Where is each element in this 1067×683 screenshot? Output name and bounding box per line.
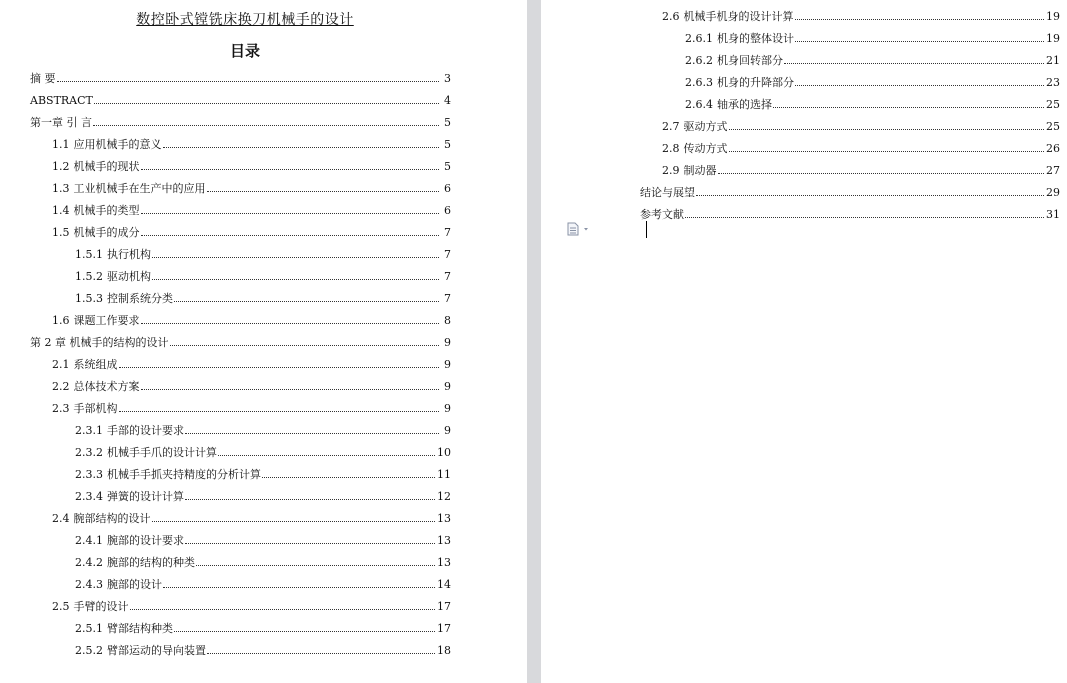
- toc-entry-page: 18: [437, 644, 451, 657]
- toc-leader-dots: [784, 62, 1044, 64]
- toc-entry-title: 结论与展望: [640, 186, 695, 199]
- toc-leader-dots: [141, 212, 440, 214]
- toc-leader-dots: [170, 344, 440, 346]
- toc-entry-page: 26: [1046, 142, 1060, 155]
- toc-entry-title: 课题工作要求: [73, 314, 140, 327]
- toc-entry[interactable]: [52, 151, 451, 173]
- toc-leader-dots: [185, 432, 439, 434]
- toc-entry-title: 应用机械手的意义: [73, 138, 162, 151]
- toc-entry-title: 腕部结构的设计: [73, 512, 151, 525]
- toc-entry[interactable]: [52, 305, 451, 327]
- toc-entry-title: 腕部的设计: [107, 578, 162, 591]
- toc-entry-number: 2.3.3: [75, 468, 103, 481]
- toc-entry[interactable]: [75, 569, 451, 591]
- toc-entry[interactable]: [685, 23, 1060, 45]
- toc-entry-number: 2.5: [52, 600, 70, 613]
- toc-leader-dots: [174, 630, 435, 632]
- toc-entry-page: 13: [437, 512, 451, 525]
- toc-entry-number: 2.3.2: [75, 446, 103, 459]
- toc-entry[interactable]: [75, 437, 451, 459]
- toc-entry-title: 臂部运动的导向装置: [107, 644, 206, 657]
- toc-entry-title: 臂部结构种类: [107, 622, 173, 635]
- toc-entry-page: 4: [444, 94, 451, 107]
- toc-entry-number: 2.5.1: [75, 622, 103, 635]
- toc-entry[interactable]: [662, 133, 1060, 155]
- toc-entry-title: 机身回转部分: [717, 54, 783, 67]
- toc-entry[interactable]: [75, 635, 451, 657]
- toc-entry[interactable]: [75, 525, 451, 547]
- toc-entry[interactable]: [75, 261, 451, 283]
- toc-entry-number: 2.6: [662, 10, 680, 23]
- toc-entry-page: 17: [437, 622, 451, 635]
- toc-entry[interactable]: [75, 415, 451, 437]
- toc-entry[interactable]: [640, 177, 1060, 199]
- toc-entry[interactable]: [685, 45, 1060, 67]
- toc-leader-dots: [207, 190, 440, 192]
- toc-entry-title: 摘 要: [30, 72, 56, 85]
- toc-entry-number: 2.6.1: [685, 32, 713, 45]
- toc-entry[interactable]: [685, 67, 1060, 89]
- toc-entry[interactable]: [75, 459, 451, 481]
- toc-leader-dots: [795, 40, 1044, 42]
- toc-leader-dots: [119, 366, 440, 368]
- toc-entry-number: 1.1: [52, 138, 70, 151]
- toc-entry-title: 机械手手爪的设计计算: [107, 446, 217, 459]
- toc-entry-page: 17: [437, 600, 451, 613]
- toc-entry-page: 7: [444, 226, 451, 239]
- toc-entry-number: 1.3: [52, 182, 70, 195]
- toc-entry-title: 第一章 引 言: [30, 116, 92, 129]
- toc-entry-page: 31: [1046, 208, 1060, 221]
- toc-entry-number: 2.3.4: [75, 490, 103, 503]
- toc-leader-dots: [152, 278, 439, 280]
- paste-options-icon[interactable]: [565, 221, 591, 235]
- toc-entry-title: 驱动方式: [683, 120, 728, 133]
- toc-entry-page: 6: [444, 182, 451, 195]
- toc-entry[interactable]: [52, 393, 451, 415]
- toc-leader-dots: [174, 300, 439, 302]
- toc-entry[interactable]: [30, 63, 451, 85]
- toc-entry-number: 2.4.1: [75, 534, 103, 547]
- toc-entry-page: 5: [444, 116, 451, 129]
- toc-leader-dots: [57, 80, 440, 82]
- toc-entry-page: 25: [1046, 98, 1060, 111]
- toc-entry-page: 7: [444, 292, 451, 305]
- toc-entry-page: 21: [1046, 54, 1060, 67]
- toc-entry[interactable]: [52, 195, 451, 217]
- toc-entry-page: 19: [1046, 32, 1060, 45]
- toc-entry-title: 机械手的类型: [73, 204, 140, 217]
- toc-leader-dots: [795, 18, 1045, 20]
- toc-entry-page: 29: [1046, 186, 1060, 199]
- document-page-left: [0, 0, 527, 683]
- toc-entry-title: 腕部的设计要求: [107, 534, 184, 547]
- toc-entry-page: 5: [444, 138, 451, 151]
- toc-entry-page: 13: [437, 534, 451, 547]
- toc-entry[interactable]: [662, 111, 1060, 133]
- toc-entry-title: 机身的整体设计: [717, 32, 794, 45]
- toc-entry[interactable]: [662, 1, 1060, 23]
- toc-entry[interactable]: [640, 199, 1060, 221]
- toc-entry-title: 执行机构: [107, 248, 151, 261]
- toc-leader-dots: [795, 84, 1044, 86]
- toc-entry[interactable]: [30, 85, 451, 107]
- toc-entry-title: 机械手机身的设计计算: [683, 10, 794, 23]
- toc-leader-dots: [185, 498, 435, 500]
- toc-entry[interactable]: [52, 173, 451, 195]
- toc-entry-title: ABSTRACT: [30, 94, 93, 107]
- toc-leader-dots: [773, 106, 1044, 108]
- toc-leader-dots: [196, 564, 435, 566]
- toc-entry-number: 1.6: [52, 314, 70, 327]
- toc-leader-dots: [141, 388, 440, 390]
- toc-entry-number: 2.6.3: [685, 76, 713, 89]
- text-cursor: [646, 221, 647, 238]
- toc-entry-number: 2.3.1: [75, 424, 103, 437]
- toc-entry-number: 1.2: [52, 160, 70, 173]
- toc-entry-number: 2.7: [662, 120, 680, 133]
- toc-leader-dots: [163, 146, 440, 148]
- toc-entry-page: 19: [1046, 10, 1060, 23]
- toc-entry-title: 传动方式: [683, 142, 728, 155]
- toc-leader-dots: [207, 652, 435, 654]
- toc-leader-dots: [185, 542, 435, 544]
- toc-leader-dots: [718, 172, 1045, 174]
- toc-entry[interactable]: [52, 503, 451, 525]
- toc-entry-page: 9: [444, 380, 451, 393]
- toc-entry-number: 2.4.2: [75, 556, 103, 569]
- toc-entry[interactable]: [52, 217, 451, 239]
- document-title: 数控卧式镗铣床换刀机械手的设计: [136, 12, 354, 28]
- toc-entry-title: 第 2 章 机械手的结构的设计: [30, 336, 169, 349]
- toc-entry-title: 腕部的结构的种类: [107, 556, 195, 569]
- toc-entry-title: 总体技术方案: [73, 380, 140, 393]
- toc-entry-title: 参考文献: [640, 208, 684, 221]
- toc-entry-page: 9: [444, 336, 451, 349]
- page-gutter: [527, 0, 541, 683]
- toc-entry[interactable]: [75, 239, 451, 261]
- toc-entry-number: 2.5.2: [75, 644, 103, 657]
- toc-entry-title: 系统组成: [73, 358, 118, 371]
- toc-entry[interactable]: [75, 481, 451, 503]
- toc-entry[interactable]: [75, 547, 451, 569]
- toc-entry-number: 2.4: [52, 512, 70, 525]
- toc-entry-number: 1.5.3: [75, 292, 103, 305]
- toc-entry-page: 9: [444, 358, 451, 371]
- toc-leader-dots: [729, 150, 1045, 152]
- toc-entry-number: 2.1: [52, 358, 70, 371]
- document-page-right: [541, 0, 1067, 683]
- toc-entry-number: 1.5.1: [75, 248, 103, 261]
- toc-entry-number: 2.2: [52, 380, 70, 393]
- toc-entry-page: 13: [437, 556, 451, 569]
- toc-entry-number: 2.3: [52, 402, 70, 415]
- toc-entry-title: 弹簧的设计计算: [107, 490, 184, 503]
- toc-leader-dots: [141, 234, 440, 236]
- toc-leader-dots: [262, 476, 435, 478]
- toc-leader-dots: [141, 168, 440, 170]
- toc-entry-title: 工业机械手在生产中的应用: [73, 182, 206, 195]
- toc-entry[interactable]: [30, 327, 451, 349]
- toc-entry-page: 3: [444, 72, 451, 85]
- toc-leader-dots: [152, 256, 439, 258]
- toc-entry-title: 手臂的设计: [73, 600, 129, 613]
- toc-leader-dots: [729, 128, 1045, 130]
- toc-entry[interactable]: [52, 349, 451, 371]
- toc-entry-title: 机械手的成分: [73, 226, 140, 239]
- toc-entry-page: 9: [444, 424, 451, 437]
- toc-entry-title: 机械手的现状: [73, 160, 140, 173]
- toc-entry[interactable]: [75, 613, 451, 635]
- toc-entry[interactable]: [662, 155, 1060, 177]
- toc-entry-page: 11: [437, 468, 451, 481]
- toc-entry[interactable]: [685, 89, 1060, 111]
- toc-leader-dots: [141, 322, 440, 324]
- toc-entry-page: 25: [1046, 120, 1060, 133]
- toc-leader-dots: [163, 586, 435, 588]
- toc-entry-title: 手部机构: [73, 402, 118, 415]
- toc-entry-number: 2.6.2: [685, 54, 713, 67]
- toc-entry[interactable]: [52, 371, 451, 393]
- toc-leader-dots: [130, 608, 436, 610]
- toc-entry-number: 2.6.4: [685, 98, 713, 111]
- toc-entry-page: 5: [444, 160, 451, 173]
- toc-leader-dots: [218, 454, 435, 456]
- toc-entry[interactable]: [52, 591, 451, 613]
- toc-heading: 目录: [229, 42, 260, 60]
- toc-entry-number: 2.4.3: [75, 578, 103, 591]
- toc-entry-page: 6: [444, 204, 451, 217]
- toc-entry-title: 机身的升降部分: [717, 76, 794, 89]
- toc-entry-page: 12: [437, 490, 451, 503]
- toc-entry-title: 轴承的选择: [717, 98, 772, 111]
- toc-entry-page: 10: [437, 446, 451, 459]
- toc-entry-number: 1.5.2: [75, 270, 103, 283]
- toc-entry-page: 23: [1046, 76, 1060, 89]
- toc-entry-number: 2.8: [662, 142, 680, 155]
- toc-entry-page: 7: [444, 248, 451, 261]
- toc-leader-dots: [685, 216, 1044, 218]
- toc-entry-number: 1.5: [52, 226, 70, 239]
- toc-leader-dots: [93, 124, 439, 126]
- toc-entry-number: 2.9: [662, 164, 680, 177]
- toc-leader-dots: [152, 520, 436, 522]
- toc-entry-title: 驱动机构: [107, 270, 151, 283]
- toc-entry[interactable]: [30, 107, 451, 129]
- toc-leader-dots: [696, 194, 1044, 196]
- toc-leader-dots: [119, 410, 440, 412]
- toc-entry-page: 8: [444, 314, 451, 327]
- toc-entry-page: 9: [444, 402, 451, 415]
- toc-entry[interactable]: [75, 283, 451, 305]
- toc-entry-page: 7: [444, 270, 451, 283]
- toc-entry-title: 制动器: [683, 164, 717, 177]
- toc-entry[interactable]: [52, 129, 451, 151]
- toc-leader-dots: [94, 102, 439, 104]
- toc-entry-number: 1.4: [52, 204, 70, 217]
- toc-entry-page: 27: [1046, 164, 1060, 177]
- toc-entry-title: 控制系统分类: [107, 292, 173, 305]
- toc-entry-title: 机械手手抓夹持精度的分析计算: [107, 468, 261, 481]
- toc-entry-title: 手部的设计要求: [107, 424, 184, 437]
- toc-entry-page: 14: [437, 578, 451, 591]
